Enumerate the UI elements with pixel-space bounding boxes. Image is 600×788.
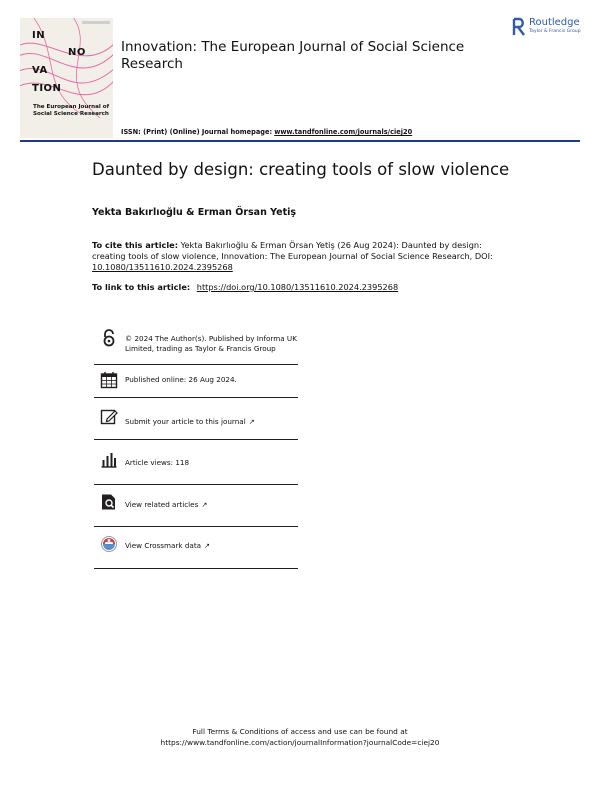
cover-word-3: VA	[32, 65, 48, 76]
cover-subtitle-line-1: The European Journal of	[33, 104, 110, 110]
cover-word-2: NO	[68, 47, 86, 58]
terms-footer	[0, 727, 600, 748]
metric-published-text: Published online: 26 Aug 2024.	[125, 375, 237, 384]
journal-homepage-link[interactable]: www.tandfonline.com/journals/ciej20	[274, 128, 413, 136]
cover-issn-strip	[82, 21, 110, 24]
calendar-icon	[100, 371, 118, 389]
metric-divider	[94, 439, 298, 440]
related-articles-link[interactable]: View related articles	[125, 500, 199, 509]
external-link-icon: ↗	[204, 541, 211, 550]
submit-article-link[interactable]: Submit your article to this journal	[125, 417, 246, 426]
journal-title: Innovation: The European Journal of Social Science Research	[121, 39, 465, 72]
issn-label: ISSN: (Print) (Online) Journal homepage:	[121, 128, 273, 136]
crossmark-icon	[100, 535, 118, 553]
cover-word-1: IN	[32, 30, 46, 41]
footer-terms-link[interactable]: https://www.tandfonline.com/action/journalInformation?journalCode=ciej20	[160, 737, 440, 747]
metric-related-text	[125, 500, 300, 510]
external-link-icon: ↗	[248, 417, 255, 426]
citation-block	[92, 240, 512, 273]
metric-divider	[94, 484, 298, 485]
metric-divider	[94, 568, 298, 569]
metric-submit-text	[125, 417, 300, 427]
crossmark-link[interactable]: View Crossmark data	[125, 541, 202, 550]
related-articles-icon	[100, 493, 118, 511]
routledge-mark-icon	[512, 17, 526, 37]
metric-divider	[94, 364, 298, 365]
article-doi-link[interactable]: https://doi.org/10.1080/13511610.2024.2395268	[196, 282, 399, 292]
article-title: Daunted by design: creating tools of slow violence	[92, 160, 510, 179]
submit-icon	[100, 408, 118, 426]
metric-open-access-text: © 2024 The Author(s). Published by Informa UK Limited, trading as Taylor & Francis Group	[125, 334, 297, 353]
open-access-icon	[100, 329, 118, 347]
citation-text: Yekta Bakırlıoğlu & Erman Örsan Yetiş (26 Aug 2024): Daunted by design: creating tools of slow violence, Innovation: The European Journal of Social Science Research, DOI:	[92, 240, 493, 261]
metric-divider	[94, 397, 298, 398]
cover-subtitle-line-2: Social Science Research	[33, 111, 109, 117]
cover-word-4: TION	[32, 83, 62, 94]
publisher-tagline: Taylor & Francis Group	[529, 29, 581, 34]
bar-chart-icon	[100, 451, 118, 469]
article-link-line	[92, 282, 398, 292]
article-authors: Yekta Bakırlıoğlu & Erman Örsan Yetiş	[92, 207, 297, 218]
citation-label: To cite this article:	[92, 240, 178, 250]
header-divider	[20, 140, 580, 142]
citation-doi-link[interactable]: 10.1080/13511610.2024.2395268	[92, 262, 233, 272]
article-link-label: To link to this article:	[92, 282, 191, 292]
metric-views-text: Article views: 118	[125, 458, 190, 467]
issn-line	[121, 128, 412, 136]
publisher-name: Routledge	[529, 17, 580, 28]
external-link-icon: ↗	[201, 500, 208, 509]
metric-crossmark-text	[125, 541, 300, 551]
metric-divider	[94, 526, 298, 527]
journal-cover-image	[20, 18, 113, 138]
footer-line-1: Full Terms & Conditions of access and use can be found at	[192, 727, 408, 736]
cover-subtitle	[33, 104, 109, 118]
